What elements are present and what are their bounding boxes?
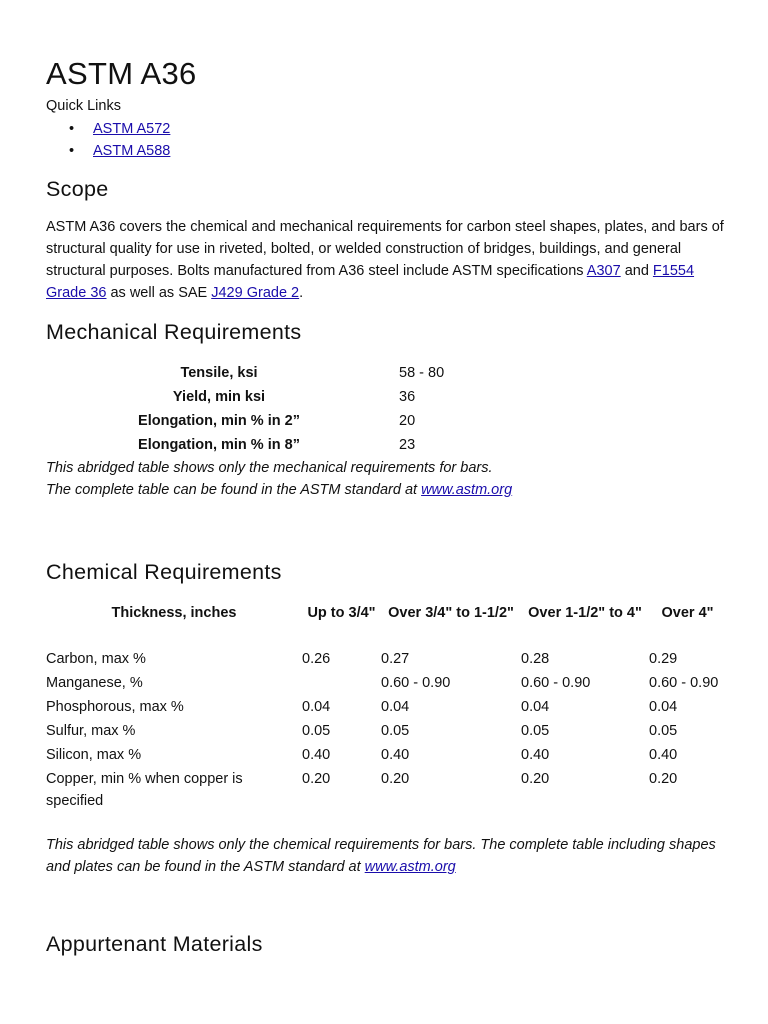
table-cell: 0.04 bbox=[649, 699, 678, 715]
table-cell: 0.60 - 0.90 bbox=[381, 675, 451, 691]
scope-text-3: as well as SAE bbox=[106, 285, 212, 301]
link-a307[interactable]: A307 bbox=[586, 263, 621, 279]
table-cell: 0.20 bbox=[649, 771, 678, 787]
column-header: Over 4" bbox=[661, 605, 714, 621]
table-cell: Manganese, % bbox=[46, 675, 143, 691]
link-astm-a588[interactable]: ASTM A588 bbox=[93, 143, 171, 159]
mech-value: 23 bbox=[399, 437, 416, 453]
bullet-icon: • bbox=[69, 121, 75, 137]
table-row bbox=[46, 648, 726, 672]
table-row bbox=[46, 744, 726, 768]
table-cell: 0.05 bbox=[649, 723, 678, 739]
table-cell: Sulfur, max % bbox=[46, 723, 136, 739]
chemical-note-text: This abridged table shows only the chemical requirements for bars. The complete table including shapes and plates can be found in the ASTM standard at bbox=[46, 837, 716, 875]
quick-link-item bbox=[46, 118, 170, 140]
table-row bbox=[46, 768, 726, 812]
scope-text-2: and bbox=[620, 263, 653, 279]
table-cell: 0.05 bbox=[521, 723, 550, 739]
table-cell: 0.04 bbox=[381, 699, 410, 715]
table-cell: 0.40 bbox=[649, 747, 678, 763]
table-row bbox=[46, 720, 726, 744]
link-f1554-grade-36[interactable]: F1554 Grade 36 bbox=[46, 263, 695, 301]
mechanical-note-line-1: This abridged table shows only the mechanical requirements for bars. bbox=[46, 460, 493, 476]
scope-heading: Scope bbox=[46, 177, 109, 201]
table-cell: 0.40 bbox=[381, 747, 410, 763]
table-cell: 0.27 bbox=[381, 651, 410, 667]
mechanical-note-line-2 bbox=[46, 479, 526, 501]
table-cell: 0.04 bbox=[302, 699, 331, 715]
table-cell: 0.60 - 0.90 bbox=[649, 675, 719, 691]
mechanical-table bbox=[46, 361, 519, 457]
table-cell: 0.05 bbox=[302, 723, 331, 739]
table-row bbox=[46, 696, 726, 720]
table-cell: Silicon, max % bbox=[46, 747, 142, 763]
table-cell: 0.40 bbox=[302, 747, 331, 763]
column-header: Over 1-1/2" to 4" bbox=[528, 605, 642, 621]
link-j429-grade-2[interactable]: J429 Grade 2 bbox=[211, 285, 300, 301]
table-cell: 0.20 bbox=[521, 771, 550, 787]
table-cell: 0.20 bbox=[381, 771, 410, 787]
link-astm-a572[interactable]: ASTM A572 bbox=[93, 121, 171, 137]
link-astm-org[interactable]: www.astm.org bbox=[364, 859, 456, 875]
table-cell: Carbon, max % bbox=[46, 651, 146, 667]
table-cell: 0.40 bbox=[521, 747, 550, 763]
table-cell: Copper, min % when copper is specified bbox=[46, 771, 243, 809]
table-cell: 0.20 bbox=[302, 771, 331, 787]
appurtenant-heading: Appurtenant Materials bbox=[46, 932, 263, 956]
table-row bbox=[46, 672, 726, 696]
quick-links-label: Quick Links bbox=[46, 98, 121, 114]
table-header-row bbox=[46, 602, 726, 648]
column-header: Up to 3/4" bbox=[307, 605, 376, 621]
table-cell: 0.04 bbox=[521, 699, 550, 715]
table-cell: 0.05 bbox=[381, 723, 410, 739]
mechanical-note bbox=[46, 457, 526, 501]
table-cell: 0.26 bbox=[302, 651, 331, 667]
quick-link-item bbox=[46, 140, 170, 162]
table-row bbox=[46, 433, 519, 457]
table-cell bbox=[302, 672, 381, 696]
scope-text-1: ASTM A36 covers the chemical and mechanical requirements for carbon steel shapes, plates, and bars of structural quality for use in riveted, bolted, or welded construction of bridges, buildings, and general structural purposes. Bolts manufactured from A36 steel include ASTM specifications bbox=[46, 219, 724, 279]
link-astm-org[interactable]: www.astm.org bbox=[421, 482, 513, 498]
mech-label: Tensile, ksi bbox=[180, 365, 258, 381]
bullet-icon: • bbox=[69, 143, 75, 159]
table-row bbox=[46, 385, 519, 409]
mechanical-note-text: The complete table can be found in the ASTM standard at bbox=[46, 482, 422, 498]
mech-value: 36 bbox=[399, 389, 416, 405]
mech-value: 20 bbox=[399, 413, 416, 429]
table-cell: Phosphorous, max % bbox=[46, 699, 184, 715]
column-header: Thickness, inches bbox=[111, 605, 237, 621]
table-row bbox=[46, 409, 519, 433]
quick-links-list bbox=[46, 118, 170, 162]
table-cell: 0.60 - 0.90 bbox=[521, 675, 591, 691]
scope-paragraph bbox=[46, 216, 726, 304]
chemical-heading: Chemical Requirements bbox=[46, 560, 282, 584]
mech-label: Elongation, min % in 8” bbox=[138, 437, 300, 453]
chemical-note bbox=[46, 834, 726, 878]
table-row bbox=[46, 361, 519, 385]
table-cell: 0.28 bbox=[521, 651, 550, 667]
table-cell: 0.29 bbox=[649, 651, 678, 667]
scope-text-4: . bbox=[299, 285, 304, 301]
chemical-table bbox=[46, 602, 726, 812]
mechanical-heading: Mechanical Requirements bbox=[46, 320, 302, 344]
column-header: Over 3/4" to 1-1/2" bbox=[388, 605, 514, 621]
page-title: ASTM A36 bbox=[46, 56, 197, 91]
mech-label: Elongation, min % in 2” bbox=[138, 413, 300, 429]
mech-label: Yield, min ksi bbox=[172, 389, 266, 405]
mech-value: 58 - 80 bbox=[399, 365, 445, 381]
